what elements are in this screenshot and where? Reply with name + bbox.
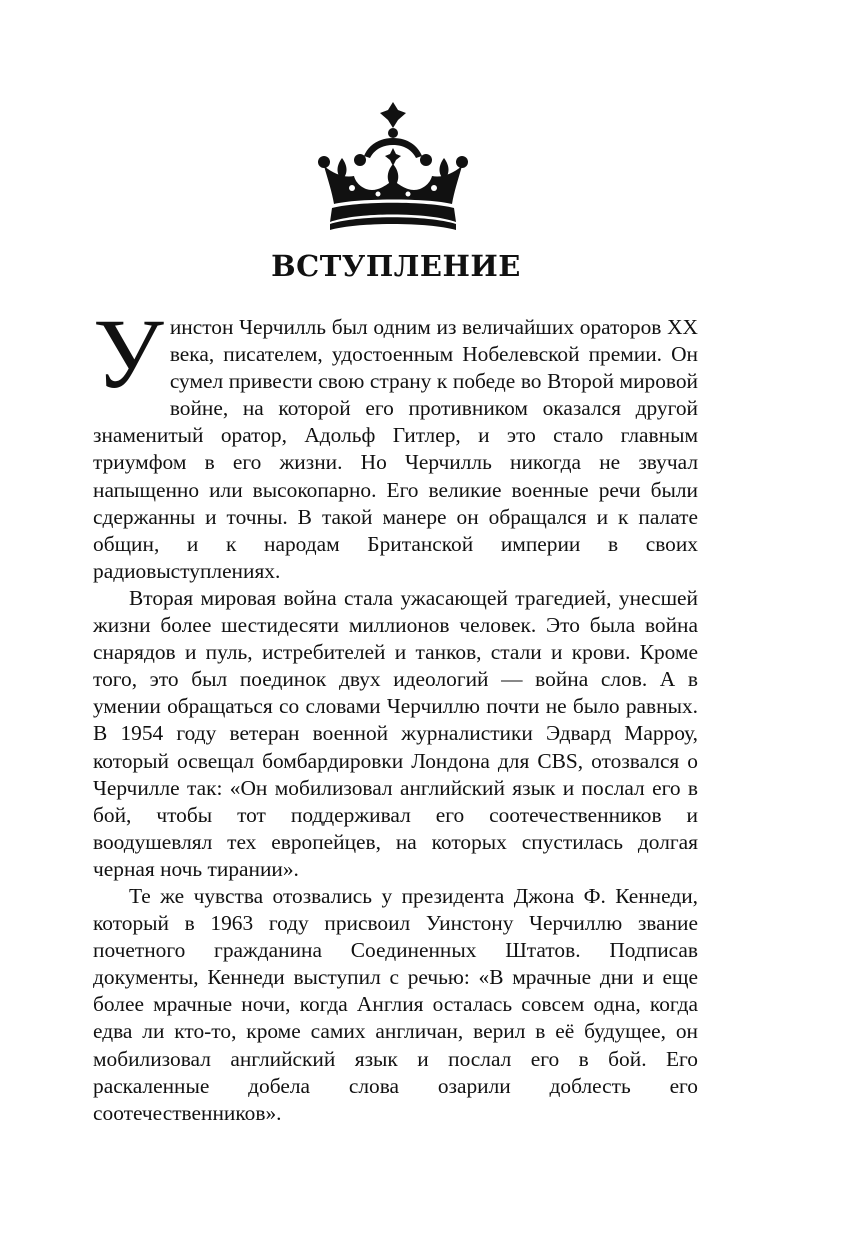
- crown-base-bottom: [330, 217, 456, 230]
- paragraph-3: Те же чувства отозвались у президента Джона Ф. Кеннеди, который в 1963 году присвоил Уинстону Черчиллю звание почетного гражданина Соединенных Штатов. Подписав документы, Кеннеди выступил с речью: «В мрачные дни и еще более мрачные ночи, когда Англия осталась совсем одна, когда едва ли кто-то, кроме самих англичан, верил в её будущее, он мобилизовал английский язык и послал его в бой. Его раскаленные добела слова озарили доблесть его соотечественников».: [93, 883, 698, 1125]
- paragraph-1: [93, 298, 698, 585]
- crown-center-cross: [385, 148, 401, 166]
- crown-pearl-right-inner: [420, 154, 432, 166]
- drop-cap: У: [93, 298, 164, 409]
- crown-pearl-left-outer: [318, 156, 330, 168]
- crown-orb: [388, 128, 398, 138]
- crown-pearl-right-outer: [456, 156, 468, 168]
- crown-icon: [318, 100, 468, 234]
- crown-pearl-left-inner: [354, 154, 366, 166]
- crown-cross: [380, 102, 406, 128]
- paragraph-1-text: инстон Черчилль был одним из величайших ораторов XX века, писателем, удостоенным Нобелевской премии. Он сумел привести свою страну к победе во Второй мировой войне, на которой его противником оказался другой знаменитый оратор, Адольф Гитлер, и это стало главным триумфом в его жизни. Но Черчилль никогда не звучал напыщенно или высокопарно. Его великие военные речи были сдержанны и точны. В такой манере он обращался и к палате общин, и к народам Британской империи в своих радиовыступлениях.: [93, 315, 698, 583]
- chapter-body: [93, 298, 698, 1127]
- chapter-title: ВСТУПЛЕНИЕ: [271, 249, 521, 283]
- paragraph-2: Вторая мировая война стала ужасающей трагедией, унесшей жизни более шестидесяти миллионов человек. Это была война снарядов и пуль, истребителей и танков, стали и крови. Кроме того, это был поединок двух идеологий — война слов. А в умении обращаться со словами Черчиллю почти не было равных. В 1954 году ветеран военной журналистики Эдвард Марроу, который освещал бомбардировки Лондона для CBS, отозвался о Черчилле так: «Он мобилизовал английский язык и послал его в бой, чтобы тот поддерживал его соотечественников и воодушевлял тех европейцев, на которых спустилась долгая черная ночь тирании».: [93, 585, 698, 881]
